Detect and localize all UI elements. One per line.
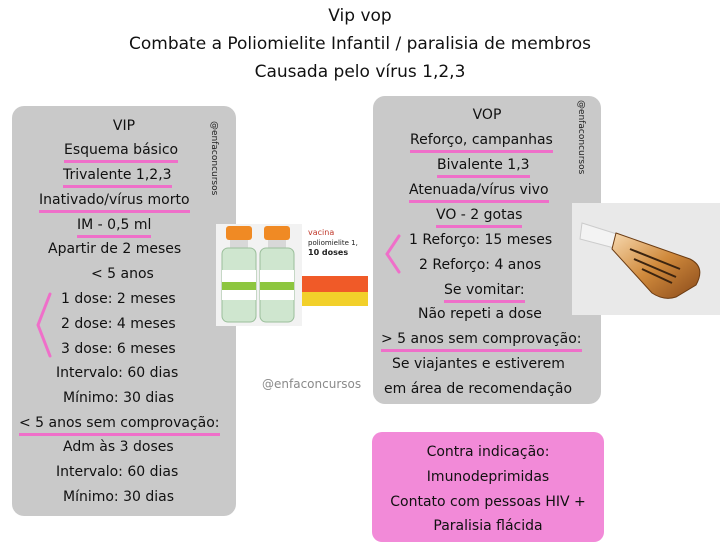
vip-line: Intervalo: 60 dias (56, 365, 179, 381)
vip-title: VIP (112, 118, 136, 134)
page-title: Vip vop (328, 6, 392, 26)
vip-handle: @enfaconcursos (209, 121, 219, 196)
vop-bracket-icon (383, 232, 403, 276)
vaccine-vials-image (216, 224, 368, 326)
vip-line: 3 dose: 6 meses (61, 341, 176, 357)
vop-line: Reforço, campanhas (410, 131, 553, 153)
vop-line: Bivalente 1,3 (437, 156, 530, 178)
vop-handle: @enfaconcursos (576, 100, 586, 175)
vip-line: Mínimo: 30 dias (63, 390, 175, 406)
vip-line: < 5 anos sem comprovação: (19, 414, 220, 436)
vip-line: Intervalo: 60 dias (56, 464, 179, 480)
vip-line: Apartir de 2 meses (48, 241, 182, 257)
vip-line: Mínimo: 30 dias (63, 489, 175, 505)
vop-line: 2 Reforço: 4 anos (419, 257, 542, 273)
vip-line: Inativado/vírus morto (39, 191, 190, 213)
contraindication-item: Paralisia flácida (433, 518, 543, 534)
vop-line: Se viajantes e estiverem (392, 356, 565, 372)
vip-line: Adm às 3 doses (63, 439, 174, 455)
vip-line: 1 dose: 2 meses (61, 291, 176, 307)
vip-line: 2 dose: 4 meses (61, 316, 176, 332)
vip-line: IM - 0,5 ml (77, 216, 151, 238)
page-subtitle-2: Causada pelo vírus 1,2,3 (254, 62, 466, 82)
vop-line: 1 Reforço: 15 meses (409, 232, 553, 248)
contraindication-item: Contato com pessoas HIV + (390, 494, 586, 510)
vial-label-2: poliomielite 1, (308, 239, 358, 247)
vop-line: > 5 anos sem comprovação: (381, 330, 582, 352)
contraindication-item: Imunodeprimidas (426, 469, 550, 485)
vial-label-3: 10 doses (308, 248, 349, 257)
contraindication-title: Contra indicação: (426, 444, 550, 460)
vop-line: em área de recomendação (384, 381, 573, 397)
watermark: @enfaconcursos (262, 377, 362, 391)
vip-bracket-icon (34, 290, 54, 360)
oral-vaccine-drop-image (572, 203, 720, 315)
vop-line: VO - 2 gotas (436, 206, 522, 228)
vop-title: VOP (472, 107, 502, 123)
vip-line: < 5 anos (91, 266, 154, 282)
vop-line: Não repeti a dose (418, 306, 542, 322)
vip-line: Esquema básico (64, 141, 178, 163)
vop-line: Se vomitar: (444, 281, 525, 303)
vial-label-1: vacina (308, 228, 335, 237)
page-subtitle: Combate a Poliomielite Infantil / paralisia de membros (129, 34, 591, 54)
vop-line: Atenuada/vírus vivo (409, 181, 549, 203)
vip-line: Trivalente 1,2,3 (63, 166, 172, 188)
